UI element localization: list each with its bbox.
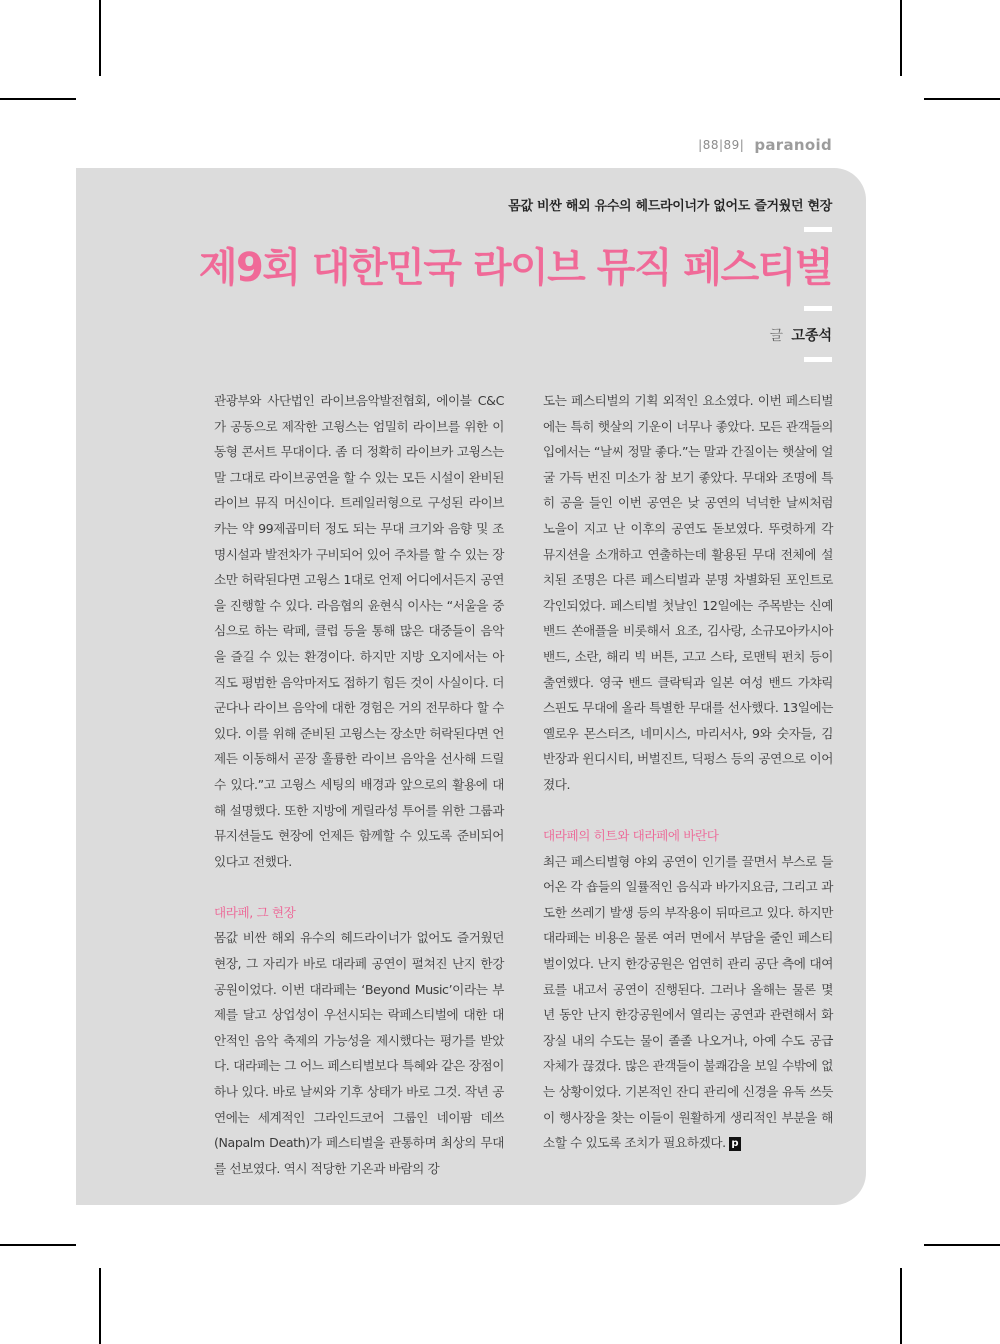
paragraph-darape-scene: 몸값 비싼 해외 유수의 헤드라이너가 없어도 즐거웠던 현장, 그 자리가 바로 대라페 공연이 펼쳐진 난지 한강공원이었다. 이번 대라페는 ‘Beyond Music’이라는 부제를 달고 상업성이 우선시되는 락페스티벌에 대한 대안적인 음악 축제의 가능성을 제시했다는 평가를 받았다. 대라페는 그 어느 페스티벌보다 특혜와 같은 장점이 하나 있다. 바로 날씨와 기후 상태가 바로 그것. 작년 공연에는 세계적인 그라인드코어 그룹인 네이팜 데쓰(Napalm Death)가 페스티벌을 관통하며 최상의 무대를 선보였다. 역시 적당한 기온과 바람의 강 <box>214 930 504 1176</box>
paragraph-intro: 관광부와 사단법인 라이브음악발전협회, 에이블 C&C가 공동으로 제작한 고윙스는 엄밀히 라이브를 위한 이동형 콘서트 무대이다. 좀 더 정확히 라이브카 고윙스는 말 그대로 라이브공연을 할 수 있는 모든 시설이 완비된 라이브 뮤직 머신이다. 트레일러형으로 구성된 라이브카는 약 99제곱미터 정도 되는 무대 크기와 음향 및 조명시설과 발전차가 구비되어 있어 주차를 할 수 있는 장소만 허락된다면 고윙스 1대로 언제 어디에서든지 공연을 진행할 수 있다. 라음협의 윤현식 이사는 “서울을 중심으로 하는 락페, 클럽 등을 통해 많은 대중들이 음악을 즐길 수 있는 환경이다. 하지만 지방 오지에서는 아직도 평범한 음악마저도 접하기 힘든 것이 사실이다. 더군다나 라이브 음악에 대한 경험은 거의 전무하다 할 수 있다. 이를 위해 준비된 고윙스는 장소만 허락된다면 언제든 이동해서 곧장 훌륭한 라이브 음악을 선사해 드릴 수 있다.”고 고윙스 세팅의 배경과 앞으로의 활용에 대해 설명했다. 또한 지방에 게릴라성 투어를 위한 그룹과 뮤지션들도 현장에 언제든 함께할 수 있도록 준비되어 있다고 전했다. <box>214 393 504 869</box>
end-of-article-icon: p <box>729 1137 741 1151</box>
crop-mark-top-left-vertical <box>99 0 101 76</box>
crop-mark-bottom-right-horizontal <box>924 1244 1000 1246</box>
article-column-right <box>543 388 833 1156</box>
divider-bar <box>804 357 832 362</box>
section-heading-darape-scene: 대라페, 그 현장 <box>214 904 296 920</box>
byline-author: 고종석 <box>791 328 832 344</box>
page-numbers: |88|89| <box>698 138 745 152</box>
divider-bar <box>804 227 832 232</box>
magazine-logo: paranoid <box>754 136 832 154</box>
paragraph-text: 최근 페스티벌형 야외 공연이 인기를 끌면서 부스로 들어온 각 숍들의 일률적인 음식과 바가지요금, 그리고 과도한 쓰레기 발생 등의 부작용이 뒤따르고 있다. 하지만 대라페는 비용은 물론 여러 면에서 부담을 줄인 페스티벌이었다. 난지 한강공원은 엄연히 관리 공단 측에 대여료를 내고서 공연이 진행된다. 그러나 올해는 물론 몇 년 동안 난지 한강공원에서 열리는 공연과 관련해서 화장실 내의 수도는 물이 졸졸 나오거나, 아예 수도 공급 자체가 끊겼다. 많은 관객들이 불쾌감을 보일 수밖에 없는 상황이었다. 기본적인 잔디 관리에 신경을 유독 쓰듯이 행사장을 찾는 이들이 원활하게 생리적인 부분을 해소할 수 있도록 조치가 필요하겠다. <box>543 853 833 1151</box>
byline <box>769 325 832 345</box>
paragraph-continuation: 도는 페스티벌의 기획 외적인 요소였다. 이번 페스티벌에는 특히 햇살의 기운이 너무나 좋았다. 모든 관객들의 입에서는 “날씨 정말 좋다.”는 말과 간질이는 햇살에 얼굴 가득 번진 미소가 참 보기 좋았다. 무대와 조명에 특히 공을 들인 이번 공연은 낮 공연의 넉넉한 날씨처럼 노을이 지고 난 이후의 공연도 돋보였다. 뚜렷하게 각 뮤지션을 소개하고 연출하는데 활용된 무대 전체에 설치된 조명은 다른 페스티벌과 분명 차별화된 포인트로 각인되었다. 페스티벌 첫날인 12일에는 주목받는 신예 밴드 쏜애플을 비롯해서 요조, 김사랑, 소규모아카시아밴드, 소란, 해리 빅 버튼, 고고 스타, 로맨틱 펀치 등이 출연했다. 영국 밴드 클락틱과 일본 여성 밴드 가챠릭 스핀도 무대에 올라 특별한 무대를 선사했다. 13일에는 옐로우 몬스터즈, 네미시스, 마리서사, 9와 숫자들, 김반장과 윈디시티, 버벌진트, 딕펑스 등의 공연으로 이어졌다. <box>543 393 833 792</box>
paragraph-hits-and-wishes <box>543 849 833 1156</box>
crop-mark-bottom-right-vertical <box>900 1268 902 1344</box>
crop-mark-top-left-horizontal <box>0 98 76 100</box>
crop-mark-top-right-horizontal <box>924 98 1000 100</box>
divider-bar <box>804 306 832 311</box>
crop-mark-top-right-vertical <box>900 0 902 76</box>
crop-mark-bottom-left-vertical <box>99 1268 101 1344</box>
article-title: 제9회 대한민국 라이브 뮤직 페스티벌 <box>198 245 832 291</box>
section-heading-hits-and-wishes: 대라페의 히트와 대라페에 바란다 <box>543 828 719 844</box>
crop-mark-bottom-left-horizontal <box>0 1244 76 1246</box>
article-subtitle: 몸값 비싼 해외 유수의 헤드라이너가 없어도 즐거웠던 현장 <box>508 199 832 214</box>
article-column-left <box>214 388 504 1181</box>
page-folio <box>698 136 832 154</box>
byline-label: 글 <box>769 328 783 344</box>
